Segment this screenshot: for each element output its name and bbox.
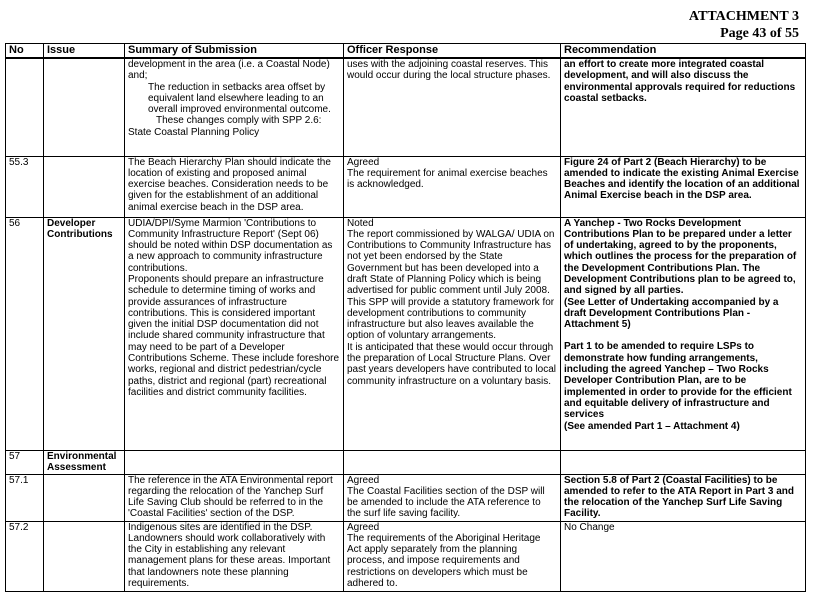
- table-row: [6, 521, 806, 591]
- row-issue: [44, 156, 125, 217]
- table-row: [6, 474, 806, 521]
- response-paragraph: The requirement for animal exercise beaches is acknowledged.: [347, 167, 548, 191]
- recommendation-paragraph: No Change: [564, 521, 615, 533]
- row-issue: Developer Contributions: [44, 217, 125, 450]
- summary-paragraph: The Beach Hierarchy Plan should indicate the location of existing and proposed animal exercise beaches. Consideration needs to be given for the establishment of an additional animal exercise beach in the DSP area.: [128, 156, 331, 213]
- response-paragraph: Agreed: [347, 521, 380, 533]
- row-recommendation: [561, 156, 806, 217]
- response-paragraph: It is anticipated that these would occur through the preparation of Local Structure Plans. Over past years developers have contributed to local community infrastructure on a voluntary basis.: [347, 341, 557, 387]
- summary-paragraph: These changes comply with SPP 2.6: State Coastal Planning Policy: [128, 115, 322, 138]
- row-number: 55.3: [6, 156, 44, 217]
- attachment-label: ATTACHMENT 3: [688, 9, 799, 24]
- row-issue: [44, 58, 125, 156]
- column-header-issue: Issue: [44, 44, 125, 59]
- column-header-recommendation: Recommendation: [561, 44, 806, 59]
- recommendation-paragraph: Figure 24 of Part 2 (Beach Hierarchy) to be amended to indicate the existing Animal Exercise Beaches and identify the location of an additional Animal Exercise beach in the DSP area.: [564, 156, 800, 202]
- row-summary: [125, 58, 344, 156]
- row-issue: [44, 474, 125, 521]
- table-row: [6, 217, 806, 450]
- row-response: [344, 474, 561, 521]
- recommendation-paragraph: Part 1 to be amended to require LSPs to demonstrate how funding arrangements, including the agreed Yanchep – Two Rocks Developer Contribution Plan, are to be implemented in order to provide for the efficient and equitable delivery of infrastructure and services: [564, 341, 792, 421]
- response-paragraph: Noted: [347, 217, 374, 229]
- response-paragraph: The report commissioned by WALGA/ UDIA on Contributions to Community Infrastructure has not yet been endorsed by the State Government but has been developed into a draft State of Planning Policy which is being advertised for public comment until July 2008. This SPP will provide a statutory framework for development contributions to community infrastructure but also leaves available the option of voluntary arrangements.: [347, 228, 555, 342]
- table-row: [6, 156, 806, 217]
- row-number: 57.2: [6, 521, 44, 591]
- table-row: [6, 58, 806, 156]
- row-summary: [125, 217, 344, 450]
- summary-paragraph: The reduction in setbacks area offset by equivalent land elsewhere leading to an overall improved environmental outcome.: [148, 81, 331, 116]
- column-header-response: Officer Response: [344, 44, 561, 59]
- row-response: [344, 450, 561, 474]
- response-paragraph: Agreed: [347, 474, 380, 486]
- submissions-table: [5, 43, 806, 592]
- summary-paragraph: Proponents should prepare an infrastructure schedule to determine timing of works and provide assurances of infrastructure contributions. This is considered important given the initial DSP documentation did not include shared community infrastructure that may need to be part of a Developer Contributions Scheme. These include foreshore works, regional and district pedestrian/cycle paths, district and regional (part) recreational facilities and district community facilities.: [128, 273, 340, 398]
- table-header-row: [6, 44, 806, 59]
- row-number: 56: [6, 217, 44, 450]
- row-recommendation: [561, 474, 806, 521]
- row-number: 57.1: [6, 474, 44, 521]
- row-summary: [125, 521, 344, 591]
- row-summary: [125, 474, 344, 521]
- row-response: [344, 521, 561, 591]
- row-response: [344, 58, 561, 156]
- column-header-no: No: [6, 44, 44, 59]
- response-paragraph: The Coastal Facilities section of the DSP will be amended to include the ATA reference to the surf life saving facility.: [347, 485, 545, 520]
- recommendation-paragraph: an effort to create more integrated coastal development, and will also discuss the environmental approvals required for reductions coastal setbacks.: [564, 59, 796, 104]
- row-number: [6, 58, 44, 156]
- page-number: Page 43 of 55: [720, 26, 799, 41]
- recommendation-paragraph: (See amended Part 1 – Attachment 4): [564, 420, 740, 432]
- recommendation-paragraph: A Yanchep - Two Rocks Development Contributions Plan to be prepared under a letter of undertaking, agreed to by the proponents, which outlines the process for the preparation of the Development Contributions Plan. The Development Contributions plan to be agreed to, and signed by all parties.: [564, 217, 797, 297]
- response-paragraph: The requirements of the Aboriginal Heritage Act apply separately from the planning process, and impose requirements and restrictions on developers which must be adhered to.: [347, 532, 541, 589]
- recommendation-paragraph: Section 5.8 of Part 2 (Coastal Facilities) to be amended to refer to the ATA Report in Part 3 and the relocation of the Yanchep Surf Life Saving Facility.: [564, 474, 795, 520]
- summary-paragraph: Indigenous sites are identified in the DSP. Landowners should work collaboratively with the City in establishing any relevant management plans for these areas. Important that landowners note these planning requirements.: [128, 521, 331, 589]
- row-recommendation: [561, 217, 806, 450]
- row-recommendation: [561, 450, 806, 474]
- row-response: [344, 156, 561, 217]
- recommendation-paragraph: (See Letter of Undertaking accompanied by a draft Development Contributions Plan - Attachment 5): [564, 296, 779, 331]
- table-row: [6, 450, 806, 474]
- summary-paragraph: The reference in the ATA Environmental report regarding the relocation of the Yanchep Surf Life Saving Club should be referred to in the 'Coastal Facilities' section of the DSP.: [128, 474, 333, 520]
- row-recommendation: [561, 58, 806, 156]
- row-summary: [125, 156, 344, 217]
- response-paragraph: Agreed: [347, 156, 380, 168]
- recommendation-spacer: [564, 330, 802, 341]
- row-issue: Environmental Assessment: [44, 450, 125, 474]
- summary-paragraph: UDIA/DPI/Syme Marmion 'Contributions to Community Infrastructure Report' (Sept 06) should be noted within DSP documentation as a new approach to community infrastructure contributions.: [128, 217, 333, 274]
- row-recommendation: [561, 521, 806, 591]
- row-summary: [125, 450, 344, 474]
- response-paragraph: uses with the adjoining coastal reserves. This would occur during the local structure phases.: [347, 59, 551, 82]
- summary-paragraph: development in the area (i.e. a Coastal Node) and;: [128, 59, 330, 82]
- row-number: 57: [6, 450, 44, 474]
- row-response: [344, 217, 561, 450]
- column-header-summary: Summary of Submission: [125, 44, 344, 59]
- row-issue: [44, 521, 125, 591]
